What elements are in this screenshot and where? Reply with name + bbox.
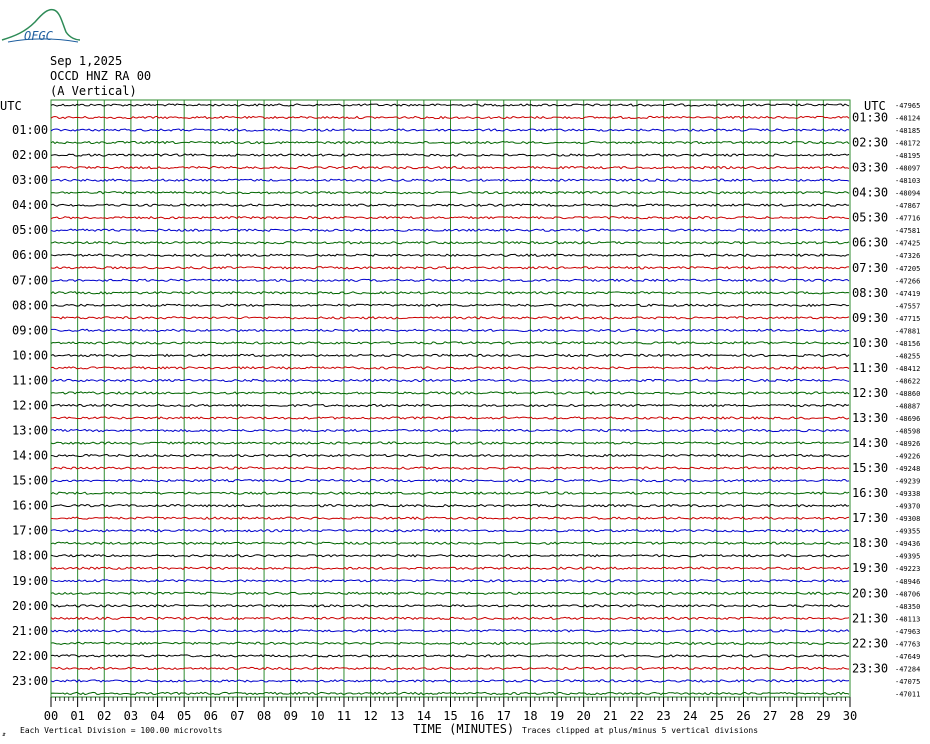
trace-offset-label: -49239 xyxy=(895,477,921,486)
grid xyxy=(51,100,850,697)
trace-offset-label: -49436 xyxy=(895,540,921,549)
right-hour-label: 01:30 xyxy=(852,110,889,125)
right-hour-label: 18:30 xyxy=(852,536,889,551)
header-station: OCCD HNZ RA 00 xyxy=(50,69,152,83)
trace-offset-label: -49226 xyxy=(895,452,921,461)
right-hour-label: 19:30 xyxy=(852,561,889,576)
x-tick-label: 06 xyxy=(203,709,219,723)
clip-note: Traces clipped at plus/minus 5 vertical divisions xyxy=(522,726,759,735)
left-hour-label: 21:00 xyxy=(12,623,49,638)
x-tick-label: 10 xyxy=(310,709,325,723)
trace-offset-label: -47716 xyxy=(895,214,921,223)
right-hour-label: 16:30 xyxy=(852,486,889,501)
trace-offset-label: -49308 xyxy=(895,515,921,524)
trace-offset-label: -48350 xyxy=(895,602,921,611)
trace-offset-label: -48195 xyxy=(895,152,921,161)
right-hour-label: 23:30 xyxy=(852,661,889,676)
left-hour-label: 02:00 xyxy=(12,148,49,163)
right-hour-label: 15:30 xyxy=(852,461,889,476)
left-hour-label: 03:00 xyxy=(12,173,49,188)
trace-offset-label: -47284 xyxy=(895,665,921,674)
x-tick-label: 11 xyxy=(336,709,352,723)
right-hour-label: 22:30 xyxy=(852,636,889,651)
trace-offset-label: -47075 xyxy=(895,677,921,686)
trace-offset-label: -47266 xyxy=(895,277,921,286)
left-axis-label: UTC xyxy=(0,99,22,113)
trace-offset-label: -48255 xyxy=(895,352,921,361)
x-tick-label: 09 xyxy=(283,709,298,723)
trace-offset-label: -48946 xyxy=(895,577,921,586)
trace-offset-label: -47965 xyxy=(895,102,921,110)
trace-offset-label: -49370 xyxy=(895,502,921,511)
x-tick-label: 01 xyxy=(70,709,85,723)
x-tick-label: 08 xyxy=(256,709,272,723)
right-hour-label: 21:30 xyxy=(852,611,889,626)
left-hour-label: 11:00 xyxy=(12,373,49,388)
trace-offset-label: -48156 xyxy=(895,339,921,348)
left-hour-label: 23:00 xyxy=(12,673,49,688)
x-tick-label: 23 xyxy=(656,709,671,723)
trace-offset-label: -48113 xyxy=(895,615,921,624)
right-hour-label: 09:30 xyxy=(852,310,889,325)
x-axis-label: TIME (MINUTES) xyxy=(413,722,515,736)
left-hour-label: 12:00 xyxy=(12,398,49,413)
trace-offset-label: -48860 xyxy=(895,389,921,398)
right-hour-label: 17:30 xyxy=(852,511,889,526)
right-hour-label: 05:30 xyxy=(852,210,889,225)
trace-offset-label: -47581 xyxy=(895,227,921,236)
left-hour-label: 07:00 xyxy=(12,273,49,288)
x-tick-label: 03 xyxy=(123,709,139,723)
right-hour-label: 06:30 xyxy=(852,235,889,250)
x-tick-label: 04 xyxy=(150,709,165,723)
trace-offset-label: -47557 xyxy=(895,302,921,311)
trace-offset-label: -48124 xyxy=(895,114,921,123)
x-tick-label: 28 xyxy=(789,709,804,723)
trace-offset-label: -47715 xyxy=(895,314,921,323)
scale-icon: ⇵ xyxy=(2,731,6,738)
left-hour-label: 06:00 xyxy=(12,248,49,263)
trace-offset-label: -47419 xyxy=(895,289,921,298)
x-tick-label: 27 xyxy=(762,709,778,723)
left-hour-label: 16:00 xyxy=(12,498,49,513)
x-tick-label: 16 xyxy=(469,709,485,723)
right-hour-label: 11:30 xyxy=(852,360,889,375)
trace-offset-label: -48598 xyxy=(895,427,921,436)
trace-offset-label: -48887 xyxy=(895,402,921,411)
left-hour-label: 22:00 xyxy=(12,648,49,663)
x-tick-label: 21 xyxy=(603,709,618,723)
trace-offset-label: -48094 xyxy=(895,189,921,198)
trace-offset-label: -48622 xyxy=(895,377,921,386)
x-tick-label: 02 xyxy=(97,709,112,723)
trace-offset-label: -48103 xyxy=(895,177,921,186)
trace-offset-label: -49355 xyxy=(895,527,921,536)
trace-offset-label: -47326 xyxy=(895,252,921,261)
x-tick-label: 12 xyxy=(363,709,378,723)
left-hour-label: 17:00 xyxy=(12,523,49,538)
x-axis-ticks xyxy=(44,697,857,723)
x-tick-label: 07 xyxy=(230,709,245,723)
right-axis-label: UTC xyxy=(864,99,886,113)
left-hour-label: 18:00 xyxy=(12,548,49,563)
right-hour-label: 04:30 xyxy=(852,185,889,200)
x-tick-label: 20 xyxy=(576,709,591,723)
x-tick-label: 13 xyxy=(390,709,405,723)
right-hour-labels xyxy=(852,111,888,676)
trace-offset-label: -47963 xyxy=(895,627,921,636)
x-tick-label: 29 xyxy=(816,709,831,723)
division-note: Each Vertical Division = 100.00 microvolts xyxy=(20,726,223,735)
trace-offset-label: -47649 xyxy=(895,652,921,661)
trace-offset-label: -47011 xyxy=(895,690,921,699)
left-hour-label: 19:00 xyxy=(12,573,49,588)
x-tick-label: 26 xyxy=(736,709,751,723)
x-tick-label: 18 xyxy=(523,709,538,723)
left-hour-label: 04:00 xyxy=(12,198,49,213)
right-hour-label: 10:30 xyxy=(852,335,889,350)
left-hour-label: 09:00 xyxy=(12,323,49,338)
left-hour-label: 15:00 xyxy=(12,473,49,488)
trace-offset-label: -47205 xyxy=(895,264,921,273)
left-hour-label: 20:00 xyxy=(12,598,49,613)
trace-offset-label: -48412 xyxy=(895,364,921,373)
x-tick-label: 24 xyxy=(682,709,698,723)
right-hour-label: 02:30 xyxy=(852,135,889,150)
x-tick-label: 15 xyxy=(443,709,458,723)
x-tick-label: 30 xyxy=(842,709,858,723)
header-date: Sep 1,2025 xyxy=(50,54,123,68)
left-hour-label: 14:00 xyxy=(12,448,49,463)
trace-offset-label: -48706 xyxy=(895,590,921,599)
trace-offset-label: -48172 xyxy=(895,139,921,148)
right-hour-label: 13:30 xyxy=(852,411,889,425)
left-hour-label: 01:00 xyxy=(12,123,49,138)
x-tick-label: 25 xyxy=(709,709,725,723)
logo-text: OFGC xyxy=(24,29,53,43)
trace-offset-label: -49248 xyxy=(895,465,921,474)
trace-offset-label: -48097 xyxy=(895,164,921,173)
right-hour-label: 03:30 xyxy=(852,160,889,175)
trace-offset-label: -47763 xyxy=(895,640,921,649)
x-tick-label: 22 xyxy=(629,709,645,723)
trace-offset-label: -49223 xyxy=(895,565,921,574)
right-hour-label: 14:30 xyxy=(852,436,889,451)
x-tick-label: 00 xyxy=(43,709,59,723)
header-component: (A Vertical) xyxy=(50,84,137,98)
trace-offset-labels xyxy=(895,102,920,698)
trace-offset-label: -47867 xyxy=(895,202,921,211)
trace-offset-label: -48185 xyxy=(895,127,921,136)
trace-offset-label: -48696 xyxy=(895,415,921,423)
left-hour-labels xyxy=(12,123,48,688)
trace-offset-label: -49395 xyxy=(895,552,921,561)
left-hour-label: 10:00 xyxy=(12,348,49,363)
trace-offset-label: -49338 xyxy=(895,490,921,499)
x-tick-label: 19 xyxy=(549,709,565,723)
trace-offset-label: -47425 xyxy=(895,239,921,248)
right-hour-label: 20:30 xyxy=(852,586,889,601)
left-hour-label: 13:00 xyxy=(12,423,49,438)
x-tick-label: 17 xyxy=(496,709,511,723)
right-hour-label: 08:30 xyxy=(852,285,889,300)
left-hour-label: 05:00 xyxy=(12,223,49,238)
x-tick-label: 14 xyxy=(416,709,432,723)
trace-offset-label: -47881 xyxy=(895,327,921,336)
right-hour-label: 12:30 xyxy=(852,385,889,400)
trace-offset-label: -48926 xyxy=(895,440,921,449)
left-hour-label: 08:00 xyxy=(12,298,49,313)
x-tick-label: 05 xyxy=(176,709,192,723)
right-hour-label: 07:30 xyxy=(852,260,889,275)
